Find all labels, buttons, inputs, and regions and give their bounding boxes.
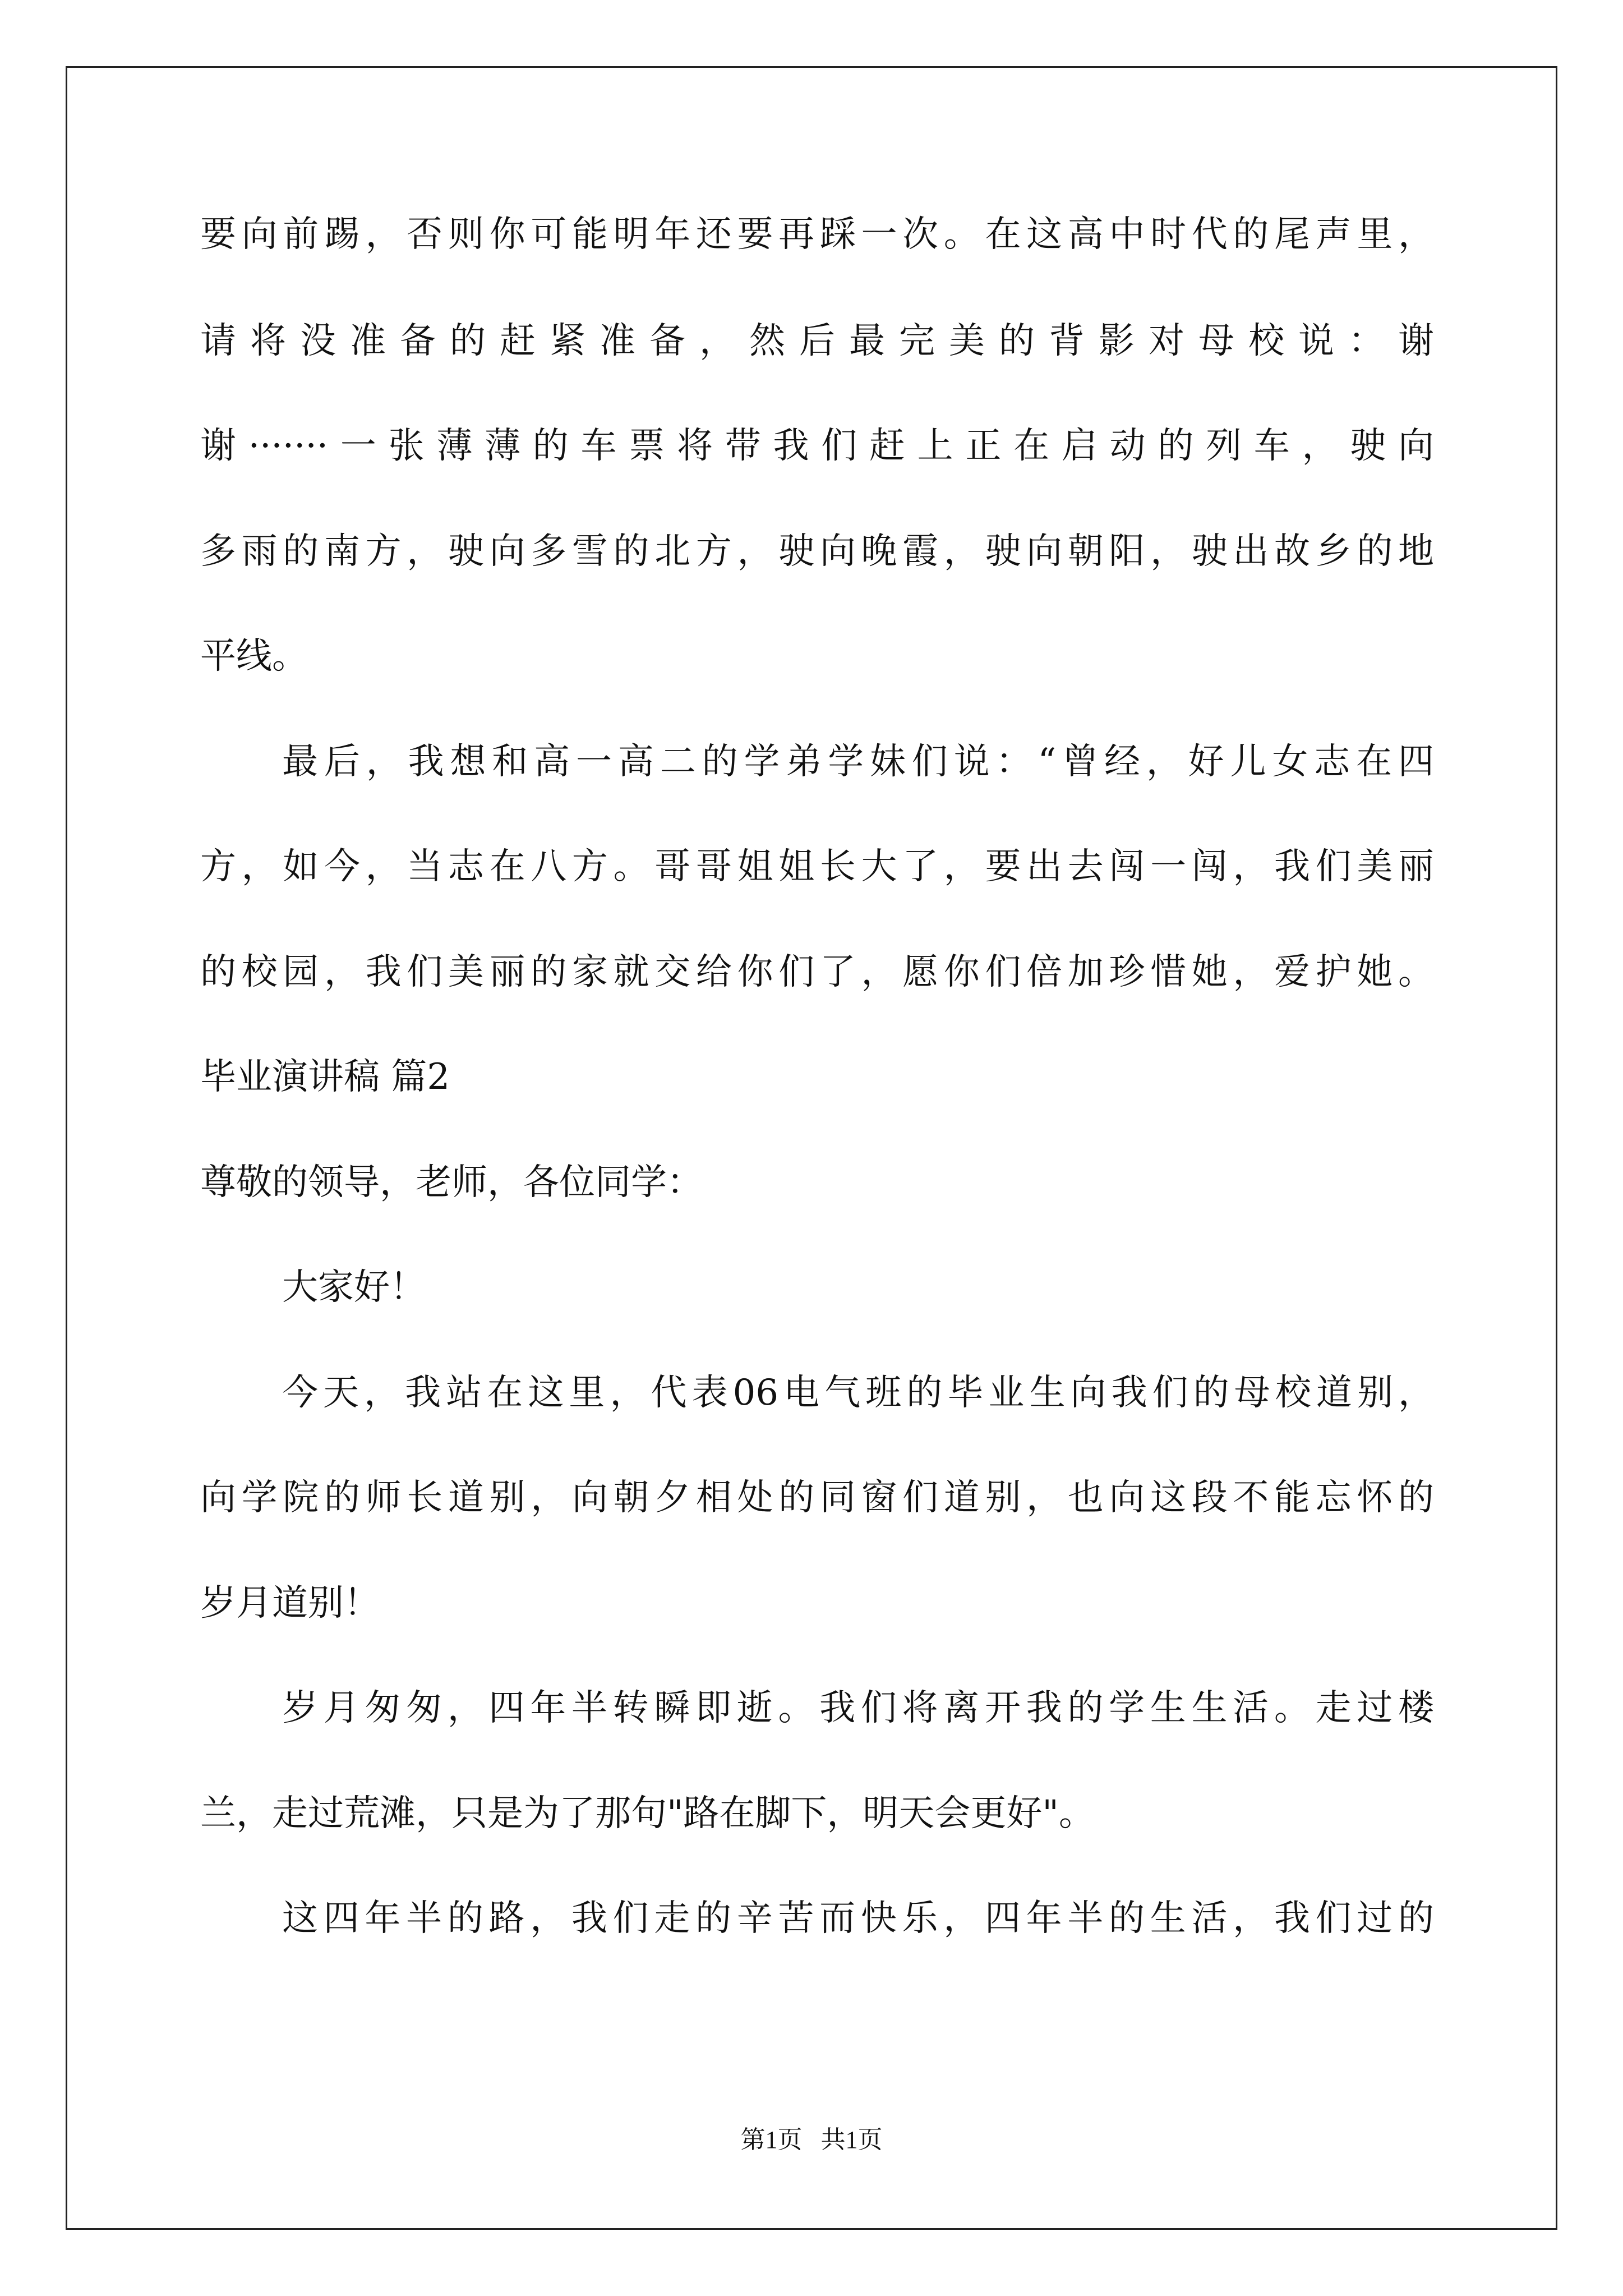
salutation: 尊敬的领导，老师，各位同学： xyxy=(200,1162,703,1203)
body-line-14: 岁月道别！ xyxy=(200,1582,380,1624)
paragraph-start-line: 今天，我站在这里，代表06电气班的毕业生向我们的母校道别， xyxy=(282,1372,1434,1414)
paragraph-start-line: 这四年半的路，我们走的辛苦而快乐，四年半的生活，我们过的 xyxy=(282,1898,1434,1939)
body-line-8: 的校园，我们美丽的家就交给你们了，愿你们倍加珍惜她，爱护她。 xyxy=(200,951,1434,993)
body-line-7: 方，如今，当志在八方。哥哥姐姐长大了，要出去闯一闯，我们美丽 xyxy=(200,846,1434,887)
body-line-5: 平线。 xyxy=(200,636,308,677)
greeting: 大家好！ xyxy=(282,1267,426,1308)
body-line-13: 向学院的师长道别，向朝夕相处的同窗们道别，也向这段不能忘怀的 xyxy=(200,1477,1434,1519)
section-heading: 毕业演讲稿 篇2 xyxy=(200,1056,450,1098)
body-line-3: 谢·······一张薄薄的车票将带我们赶上正在启动的列车，驶向 xyxy=(200,425,1434,467)
paragraph-start-line: 最后，我想和高一高二的学弟学妹们说：“曾经，好儿女志在四 xyxy=(282,741,1434,783)
body-line-1: 要向前踢，否则你可能明年还要再踩一次。在这高中时代的尾声里， xyxy=(200,214,1434,255)
body-line-16: 兰，走过荒滩，只是为了那句"路在脚下，明天会更好"。 xyxy=(200,1793,1095,1834)
body-line-2: 请将没准备的赶紧准备，然后最完美的背影对母校说：谢 xyxy=(200,320,1434,362)
page-footer: 第1页 共1页 xyxy=(740,2126,883,2154)
body-line-4: 多雨的南方，驶向多雪的北方，驶向晚霞，驶向朝阳，驶出故乡的地 xyxy=(200,531,1434,572)
paragraph-start-line: 岁月匆匆，四年半转瞬即逝。我们将离开我的学生生活。走过楼 xyxy=(282,1687,1434,1729)
